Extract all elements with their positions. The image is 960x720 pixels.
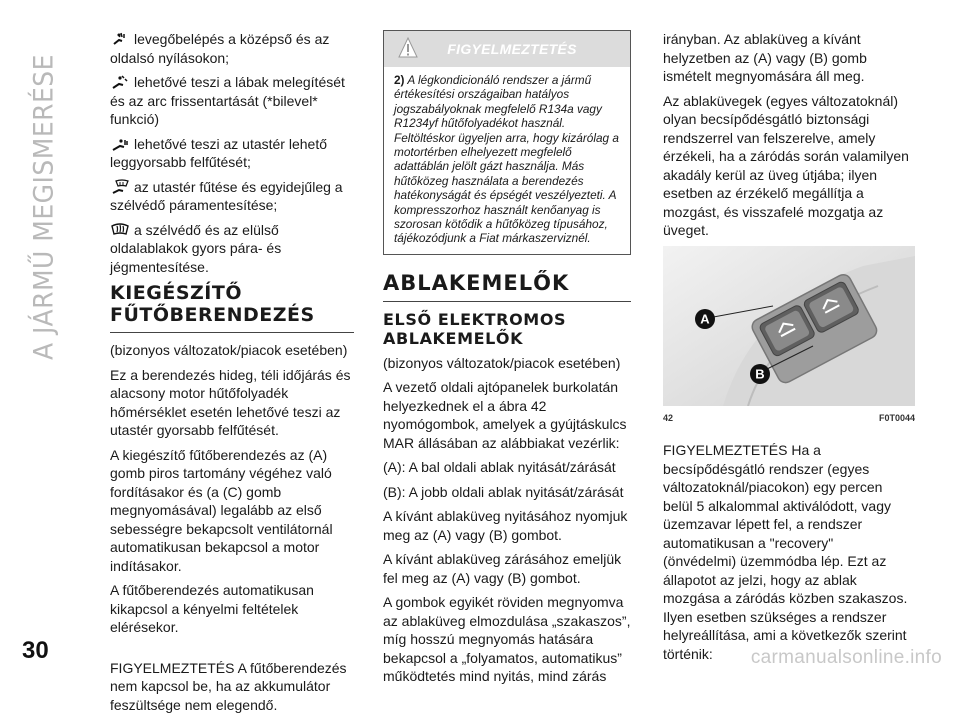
chapter-side-title: A JÁRMŰ MEGISMERÉSE [28,54,60,360]
mode-item-1: levegőbelépés a középső és az oldalsó nyílásokon; [110,31,330,66]
warning-note: FIGYELMEZTETÉS Ha a becsípődésgátló rendszer (egyes változatoknál/piacokon) egy percen belül 5 alkalommal aktiválódott, vagy üzemzavar lépett fel, a rendszer automatikusan a "recovery" (önvédelmi) üzemmódba lép. Ezt az állapotot az jelzi, hogy az ablak mozgása a záródás közben szakaszos. Ilyen esetben szükséges a rendszer helyreállítása, ami a következők szerint történik: [663,442,908,662]
paragraph: (bizonyos változatok/piacok esetében) [110,342,348,358]
paragraph: Ez a berendezés hideg, téli időjárás és alacsony motor hűtőfolyadék hőmérséklet esetén lehetővé teszi az utastér gyorsabb felfűtését. [110,366,351,438]
figure-window-switches [663,246,915,406]
column-right [663,30,915,669]
figure-caption [663,409,915,428]
mode-item-4: az utastér fűtése és egyidejűleg a szélvédő páramentesítése; [110,178,343,213]
mode-item-5: a szélvédő és az elülső oldalablakok gyors pára- és jégmentesítése. [110,221,282,275]
paragraph: A fűtőberendezés automatikusan kikapcsol a kényelmi feltételek elérésekor. [110,582,314,635]
warning-triangle-icon [398,37,418,59]
paragraph: A gombok egyikét röviden megnyomva az ablaküveg elmozdulása „szakaszos”, míg hosszú megnyomás hatására bekapcsol a „folyamatos, automatikus” működtetés mind nyitás, mind zárás [383,594,631,685]
warning-box [383,30,631,255]
mode-item-2: lehetővé teszi a lábak melegítését és az arc frissentartását (*bilevel* funkció) [110,74,345,127]
warning-box-title: FIGYELMEZTETÉS [447,40,577,57]
watermark: carmanualsonline.info [750,647,942,668]
warning-note: FIGYELMEZTETÉS A fűtőberendezés nem kapcsol be, ha az akkumulátor feszültsége nem elegendő. [110,659,347,713]
paragraph: A kívánt ablaküveg zárásához emeljük fel meg az (A) vagy (B) gombot. [383,551,622,586]
figure-label-b: B [755,366,765,381]
warning-text: A légkondicionáló rendszer a jármű értékesítési országaiban hatályos jogszabályoknak megfelelő R134a vagy R1234yf hűtőfolyadékot használ. Feltöltéskor ügyeljen arra, hogy kizárólag a motortérben elhelyezett megfelelő adattáblán jelölt gázt használja. Más hűtőközeg használata a berendezés hatékonyságát és épségét veszélyezteti. A kompresszorhoz használt kenőanyag is szorosan kötődik a hűtőközeg típusához, tájékozódjunk a Fiat márkaszerviznél. [394,73,619,246]
paragraph: A vezető oldali ajtópanelek burkolatán helyezkednek el a ábra 42 nyomógombok, amelyek a gyújtáskulcs MAR állásában az alábbiakat vezérlik: [383,379,627,451]
heading-auxiliary-heater: KIEGÉSZÍTŐ FŰTŐBERENDEZÉS [110,282,315,326]
mode-item-3: lehetővé teszi az utastér lehető leggyorsabb felfűtését; [110,135,328,170]
paragraph: A kívánt ablaküveg nyitásához nyomjuk meg az (A) vagy (B) gombot. [383,508,628,543]
paragraph: irányban. Az ablaküveg a kívánt helyzetben az (A) vagy (B) gomb ismételt megnyomására áll meg. [663,31,867,84]
figure-number: 42 [663,412,674,423]
heading-rule [110,332,354,333]
paragraph: (bizonyos változatok/piacok esetében) [383,354,621,371]
warning-box-header [384,31,630,67]
paragraph: (B): A jobb oldali ablak nyitását/zárását [383,483,624,500]
column-left [110,30,354,720]
figure-label-a: A [700,311,710,326]
paragraph: Az ablaküvegek (egyes változatoknál) olyan becsípődésgátló biztonsági rendszerrel van felszerelve, amely érzékeli, ha a záródás során valamilyen akadály kerül az üveg útjába; ilyen esetben az érzékelő megállítja a mozgást, és visszafelé mozgatja az üveget. [663,92,909,238]
feet-icon [110,74,130,90]
subheading-front-window-lifts: ELSŐ ELEKTROMOS ABLAKEMELŐK [383,309,567,348]
warning-box-body [384,67,630,254]
paragraph: (A): A bal oldali ablak nyitását/zárását [383,459,616,476]
column-middle [383,30,631,692]
figure-code: F0T0044 [878,412,915,423]
window-switch-illustration [663,246,915,406]
floor-defrost-icon [110,179,130,195]
heading-rule [383,301,631,302]
feet-vent-icon [110,31,130,47]
page-number: 30 [22,637,49,664]
paragraph: A kiegészítő fűtőberendezés az (A) gomb piros tartomány végéhez való fordításakor és (a (C) gomb megnyomásával) legalább az első sebességre bekapcsolt ventilátornál automatikusan bekapcsol a motor indításakor. [110,446,333,574]
heading-window-lifts: ABLAKEMELŐK [383,270,570,295]
floor-icon [110,136,130,152]
warning-number: 2) [394,73,405,87]
windshield-defrost-icon [110,222,130,238]
